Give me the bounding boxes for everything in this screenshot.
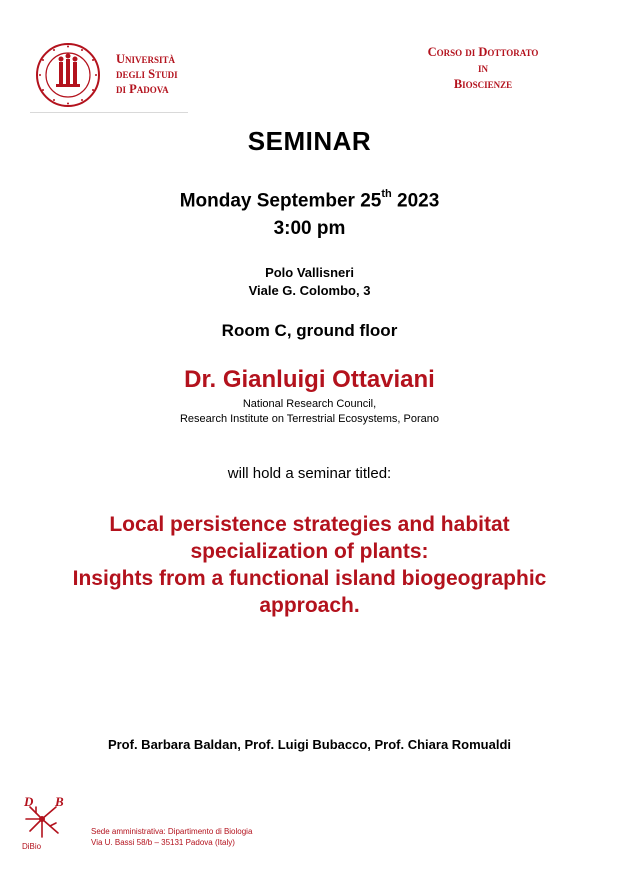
- intro-text: will hold a seminar titled:: [227, 465, 392, 482]
- dibio-label: DiBio: [22, 842, 42, 851]
- university-logo: [30, 42, 190, 116]
- university-name: Università degli Studi di Padova: [116, 52, 178, 96]
- seal-icon: [32, 42, 104, 108]
- event-time: 3:00 pm: [273, 218, 346, 239]
- page-title: SEMINAR: [247, 126, 372, 156]
- organizers: Prof. Barbara Baldan, Prof. Luigi Bubacco, Prof. Chiara Romualdi: [107, 737, 512, 752]
- speaker-affiliation: National Research Council, Research Institute on Terrestrial Ecosystems, Porano: [179, 398, 440, 425]
- logo-divider: [30, 112, 188, 113]
- svg-text:B: B: [55, 794, 64, 809]
- course-name: Corso di Dottorato in Bioscienze: [427, 45, 539, 91]
- event-date: Monday September 25th 2023: [179, 188, 440, 212]
- event-room: Room C, ground floor: [221, 321, 398, 340]
- event-venue: Polo Vallisneri Viale G. Colombo, 3: [248, 265, 371, 298]
- speaker-name: Dr. Gianluigi Ottaviani: [184, 366, 435, 393]
- svg-text:D: D: [24, 794, 34, 809]
- footer-address: Sede amministrativa: Dipartimento di Biologia Via U. Bassi 58/b – 35131 Padova (Italy): [91, 827, 253, 847]
- talk-title: Local persistence strategies and habitat specialization of plants: Insights from a functional island biogeographic approach.: [72, 513, 547, 617]
